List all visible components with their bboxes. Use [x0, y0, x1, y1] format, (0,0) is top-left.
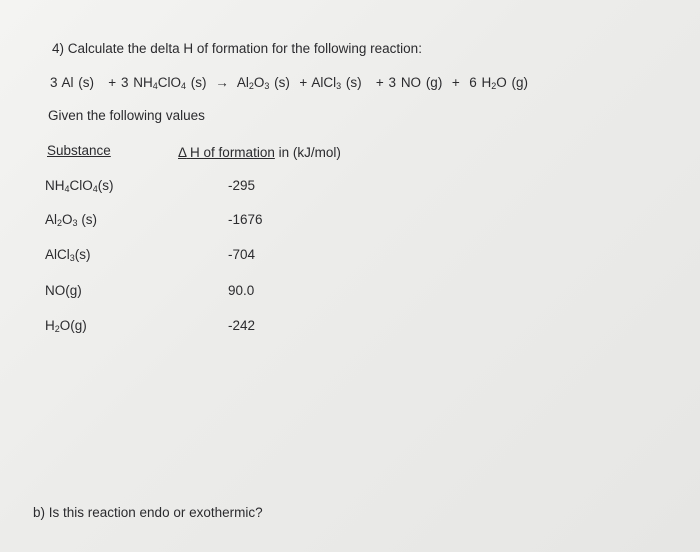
plus-sign: + — [108, 75, 117, 90]
table-row-substance: $NH_4ClO_4(s)$ — [45, 178, 114, 194]
table-row-value: -1676 — [228, 212, 263, 227]
delta-symbol: Δ — [178, 145, 187, 160]
reaction-arrow-icon: → — [215, 75, 229, 90]
product-4: 6 $H_2O$ (g) — [469, 75, 529, 91]
given-text: Given the following values — [48, 108, 205, 123]
product-3: 3 NO (g) — [388, 75, 443, 90]
reaction-equation — [50, 75, 528, 90]
plus-sign: + — [451, 75, 460, 90]
question-text: 4) Calculate the delta H of formation for the following reaction: — [52, 41, 422, 56]
reactant-1: 3 Al (s) — [50, 75, 95, 90]
table-row-substance: $H_2O(g)$ — [45, 318, 87, 334]
table-row-substance: AlCl$_3$(s) — [45, 247, 91, 263]
product-2: AlCl$_3$ (s) — [311, 75, 362, 91]
question-b-text: b) Is this reaction endo or exothermic? — [33, 505, 263, 520]
table-header-substance: Substance — [47, 143, 111, 158]
plus-sign: + — [299, 75, 308, 90]
table-row-value: -242 — [228, 318, 256, 333]
table-row-value: -295 — [228, 178, 256, 193]
table-header-enthalpy: Δ H of formation in (kJ/mol) — [178, 145, 341, 160]
plus-sign: + — [375, 75, 384, 90]
product-1: $Al_2O_3$ (s) — [236, 75, 290, 91]
table-row-substance: NO(g) — [45, 283, 82, 298]
table-row-value: 90.0 — [228, 283, 255, 298]
table-row-substance: $Al_2O_3$ (s) — [45, 212, 98, 228]
reactant-2: 3 $NH_4ClO_4$ (s) — [120, 75, 207, 91]
table-row-value: -704 — [228, 247, 256, 262]
